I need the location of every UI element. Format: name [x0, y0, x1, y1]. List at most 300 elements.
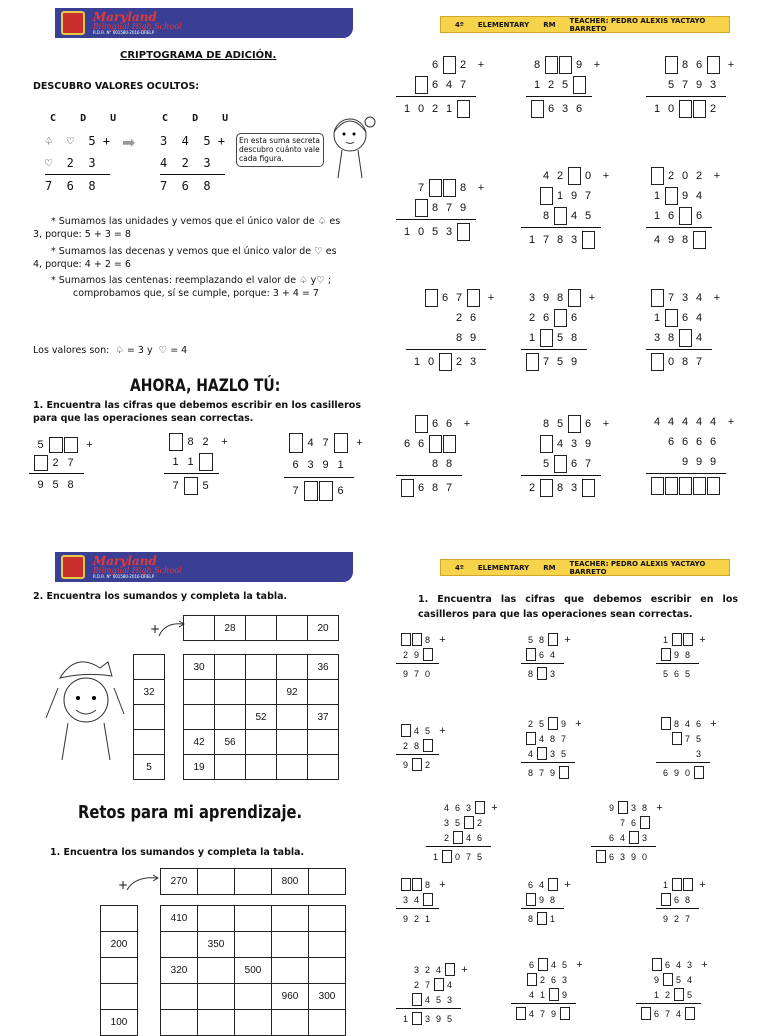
plus-sign: + [221, 436, 228, 448]
digit: 6 [476, 832, 482, 843]
table-cell[interactable] [215, 755, 246, 780]
digit: 0 [667, 356, 675, 368]
digit: 4 [443, 802, 449, 813]
table-cell[interactable] [235, 932, 272, 958]
plus-sign: + [575, 717, 582, 730]
digit-box[interactable] [559, 56, 572, 74]
table-cell[interactable] [246, 730, 277, 755]
table-cell[interactable] [246, 616, 277, 641]
digit-box[interactable] [423, 739, 433, 752]
digit-box[interactable] [652, 958, 662, 971]
digit-box[interactable] [672, 633, 682, 646]
table-cell: 32 [134, 680, 165, 705]
digit-box[interactable] [457, 223, 470, 241]
digit-box[interactable] [434, 978, 444, 991]
digit-box[interactable] [693, 231, 706, 249]
digit-box[interactable] [568, 289, 581, 307]
digit-box[interactable] [538, 958, 548, 971]
spade-icon: ♤ [299, 275, 308, 287]
digit-box[interactable] [457, 100, 470, 118]
digit-box[interactable] [683, 878, 693, 891]
digit-box[interactable] [439, 353, 452, 371]
digit-box[interactable] [618, 801, 628, 814]
digit-box[interactable] [527, 973, 537, 986]
sum-line [521, 227, 601, 228]
school-crest-icon [61, 11, 85, 35]
plus-sign: + [439, 724, 446, 737]
digit: 9 [630, 851, 636, 862]
digit: 5 [556, 332, 564, 344]
digit: 6 [575, 103, 583, 115]
speech-bubble: En esta suma secreta descubro cuánto vale cada figura. [236, 133, 324, 167]
sum-line [164, 473, 219, 474]
digit-box[interactable] [184, 477, 198, 495]
table-cell[interactable] [198, 984, 235, 1010]
table-cell[interactable] [235, 1010, 272, 1036]
digit: 4 [528, 989, 534, 1000]
table-cell[interactable] [308, 680, 339, 705]
digit-box[interactable] [415, 199, 428, 217]
table-cell[interactable] [309, 932, 346, 958]
table-cell[interactable] [309, 906, 346, 932]
digit-box[interactable] [412, 878, 422, 891]
digit-box[interactable] [665, 309, 678, 327]
digit-box[interactable] [537, 747, 547, 760]
table-cell[interactable] [184, 705, 215, 730]
digit-box[interactable] [467, 289, 480, 307]
digit-box[interactable] [679, 329, 692, 347]
digit-box[interactable] [49, 437, 63, 453]
digit-box[interactable] [64, 437, 78, 453]
plus-sign: + [656, 801, 663, 814]
digit: 9 [695, 456, 703, 468]
digit-box[interactable] [548, 878, 558, 891]
sum-line [511, 1003, 576, 1004]
digit: 2 [424, 964, 430, 975]
digit-box[interactable] [169, 433, 183, 451]
table-cell[interactable] [161, 1010, 198, 1036]
digit-box[interactable] [304, 481, 318, 501]
digit: 6 [667, 210, 675, 222]
digit-box[interactable] [34, 455, 48, 471]
digit: 8 [681, 356, 689, 368]
table-cell[interactable] [272, 1010, 309, 1036]
digit: 5 [446, 1013, 452, 1024]
digit: 3 [445, 226, 453, 238]
digit-box[interactable] [679, 100, 692, 118]
digit: 3 [443, 817, 449, 828]
digit: 6 [528, 959, 534, 970]
digit: 6 [681, 312, 689, 324]
spade-icon: ♤ [115, 345, 124, 356]
values-line: Los valores son: ♤ = 3 y ♡ = 4 [33, 345, 188, 356]
digit: 1 [445, 103, 453, 115]
digit-box[interactable] [554, 455, 567, 473]
digit: 7 [681, 79, 689, 91]
digit-box[interactable] [554, 309, 567, 327]
sum-line [521, 762, 575, 763]
girl-illustration-icon [320, 100, 380, 180]
digit: 2 [431, 103, 439, 115]
table-cell[interactable] [277, 730, 308, 755]
explanation: * Sumamos las unidades y vemos que el único valor de ♤ es 3, porque: 5 + 3 = 8 * Sumamos las decenas y vemos que el único valor de ♡ es 4, porque: 4 + 2 = 6 * Sumamos las centenas: reemplazando el valor de ♤ y♡ ; comprobamos que, sí se cumple, porque: 3 + 4 = 7 [33, 216, 341, 300]
digit-box[interactable] [537, 912, 547, 925]
table-cell[interactable] [309, 958, 346, 984]
digit: 2 [528, 312, 536, 324]
digit: 7 [667, 292, 675, 304]
sum-line [396, 1008, 461, 1009]
digit-box[interactable] [641, 1007, 651, 1020]
digit: 2 [424, 759, 430, 770]
digit: 4 [695, 332, 703, 344]
digit: 9 [469, 332, 477, 344]
school-banner-2 [55, 552, 353, 582]
digit-box[interactable] [540, 479, 553, 497]
digit: 4 [307, 437, 314, 449]
table-cell: 410 [161, 906, 198, 932]
digit-box[interactable] [401, 633, 411, 646]
digit: 1 [432, 851, 438, 862]
digit-box[interactable] [415, 415, 428, 433]
digit: 8 [431, 202, 439, 214]
table-cell: 42 [184, 730, 215, 755]
digit: 9 [570, 356, 578, 368]
digit-box[interactable] [429, 435, 442, 453]
table-cell[interactable] [308, 755, 339, 780]
digit: 9 [542, 292, 550, 304]
digit-box[interactable] [663, 973, 673, 986]
table-cell[interactable] [101, 906, 138, 932]
digit: 9 [560, 718, 566, 729]
digit: 6 [695, 210, 703, 222]
heart-icon: ♡ [316, 275, 325, 287]
digit: 7 [560, 733, 566, 744]
digit: 1 [662, 634, 668, 645]
digit-box[interactable] [289, 433, 303, 453]
sum-line [396, 908, 439, 909]
digit-box[interactable] [453, 831, 463, 844]
digit: 7 [322, 437, 329, 449]
digit: 3 [549, 748, 555, 759]
school-banner [55, 8, 353, 38]
table-cell[interactable] [309, 869, 346, 895]
digit: 2 [476, 817, 482, 828]
digit-box[interactable] [651, 289, 664, 307]
table-cell[interactable] [235, 906, 272, 932]
digit-box[interactable] [334, 433, 348, 453]
digit: 9 [667, 234, 675, 246]
digit-box[interactable] [573, 76, 586, 94]
digit: 5 [37, 439, 44, 451]
digit-box[interactable] [443, 56, 456, 74]
digit: 7 [584, 458, 592, 470]
digit-box[interactable] [560, 1007, 570, 1020]
digit: 8 [667, 332, 675, 344]
digit-box[interactable] [401, 724, 411, 737]
table-cell[interactable] [246, 655, 277, 680]
digit: 8 [527, 913, 533, 924]
digit-box[interactable] [516, 1007, 526, 1020]
table-cell[interactable] [246, 680, 277, 705]
digit: 4 [538, 879, 544, 890]
table-cell[interactable] [134, 705, 165, 730]
table-cell[interactable] [198, 869, 235, 895]
digit: 2 [673, 913, 679, 924]
sum-line [426, 846, 491, 847]
digit: 3 [413, 964, 419, 975]
digit-box[interactable] [694, 766, 704, 779]
table-cell[interactable] [246, 755, 277, 780]
table-cell[interactable] [215, 655, 246, 680]
digit: 8 [542, 418, 550, 430]
digit: 8 [570, 332, 578, 344]
digit: 2 [455, 356, 463, 368]
digit: 6 [662, 767, 668, 778]
table-cell: 52 [246, 705, 277, 730]
digit: 1 [653, 210, 661, 222]
digit-box[interactable] [568, 167, 581, 185]
digit-box[interactable] [540, 187, 553, 205]
table-cell[interactable] [272, 932, 309, 958]
digit-box[interactable] [540, 329, 553, 347]
digit: 8 [556, 292, 564, 304]
digit-box[interactable] [596, 850, 606, 863]
digit-box[interactable] [526, 353, 539, 371]
table-cell[interactable] [277, 705, 308, 730]
digit: 2 [664, 989, 670, 1000]
digit-box[interactable] [661, 717, 671, 730]
spade-icon: ♤ [45, 134, 53, 148]
digit-box[interactable] [443, 179, 456, 197]
spade-icon: ♤ [317, 216, 327, 227]
table-cell[interactable] [198, 958, 235, 984]
digit-box[interactable] [674, 988, 684, 1001]
digit: 5 [561, 79, 569, 91]
digit-box[interactable] [464, 816, 474, 829]
digit-box[interactable] [412, 993, 422, 1006]
table-cell[interactable] [134, 655, 165, 680]
digit-box[interactable] [568, 415, 581, 433]
digit-box[interactable] [651, 167, 664, 185]
digit-box[interactable] [582, 231, 595, 249]
digit-box[interactable] [412, 633, 422, 646]
table-cell[interactable] [134, 730, 165, 755]
digit: 6 [584, 418, 592, 430]
digit-box[interactable] [548, 717, 558, 730]
sum-line [646, 473, 726, 474]
sum-line [396, 663, 439, 664]
digit: 0 [417, 226, 425, 238]
digit-box[interactable] [319, 481, 333, 501]
digit-box[interactable] [661, 893, 671, 906]
digit-box[interactable] [412, 1012, 422, 1025]
sum-line [521, 908, 564, 909]
sum-line [526, 96, 592, 97]
digit-box[interactable] [629, 831, 639, 844]
table-cell: 300 [309, 984, 346, 1010]
digit: 0 [667, 103, 675, 115]
digit-box[interactable] [672, 878, 682, 891]
digit: 2 [443, 832, 449, 843]
digit-box[interactable] [559, 766, 569, 779]
sum-line [521, 663, 564, 664]
digit-box[interactable] [679, 207, 692, 225]
table-cell[interactable] [277, 755, 308, 780]
digit: 2 [402, 649, 408, 660]
table-cell[interactable] [101, 984, 138, 1010]
digit-box[interactable] [665, 56, 678, 74]
digit-box[interactable] [665, 187, 678, 205]
digit: 4 [413, 725, 419, 736]
digit: 8 [431, 482, 439, 494]
digit: 4 [538, 733, 544, 744]
digit: 5 [431, 226, 439, 238]
table-cell[interactable] [184, 616, 215, 641]
digit: 3 [561, 974, 567, 985]
table1-top-row [183, 615, 339, 641]
digit: 6 [547, 103, 555, 115]
digit: 6 [667, 436, 675, 448]
digit: 3 [307, 459, 314, 471]
digit-box[interactable] [415, 76, 428, 94]
digit: 6 [403, 438, 411, 450]
table-cell[interactable] [308, 730, 339, 755]
digit: 9 [402, 668, 408, 679]
digit-box[interactable] [651, 477, 664, 495]
digit: 5 [454, 817, 460, 828]
digit: 3 [641, 832, 647, 843]
digit-box[interactable] [582, 479, 595, 497]
header-grade: 4º [455, 20, 464, 29]
sum-line [636, 1003, 701, 1004]
digit: 9 [435, 1013, 441, 1024]
digit: 1 [653, 103, 661, 115]
digit: 3 [695, 748, 701, 759]
plus-sign: + [477, 59, 485, 71]
digit-box[interactable] [707, 56, 720, 74]
digit: 9 [549, 767, 555, 778]
digit-box[interactable] [531, 100, 544, 118]
digit-box[interactable] [665, 477, 678, 495]
digit: 5 [667, 79, 675, 91]
digit-box[interactable] [545, 56, 558, 74]
digit-box[interactable] [548, 633, 558, 646]
plus-sign: + [699, 878, 706, 891]
digit-box[interactable] [429, 179, 442, 197]
cdu-header-left: C D U [50, 113, 117, 124]
digit-box[interactable] [693, 477, 706, 495]
table-cell[interactable] [235, 984, 272, 1010]
digit-box[interactable] [425, 289, 438, 307]
digit-box[interactable] [672, 732, 682, 745]
table-cell[interactable] [198, 906, 235, 932]
digit-box[interactable] [683, 633, 693, 646]
digit-box[interactable] [651, 353, 664, 371]
digit: 3 [570, 438, 578, 450]
digit: 9 [681, 456, 689, 468]
digit-box[interactable] [537, 667, 547, 680]
digit: 9 [402, 759, 408, 770]
digit-box[interactable] [549, 988, 559, 1001]
table-cell[interactable] [215, 680, 246, 705]
plus-sign: + [593, 59, 601, 71]
digit-box[interactable] [443, 435, 456, 453]
digit-box[interactable] [526, 732, 536, 745]
digit-box[interactable] [445, 963, 455, 976]
digit-box[interactable] [526, 648, 536, 661]
digit-box[interactable] [540, 435, 553, 453]
table-cell[interactable] [101, 958, 138, 984]
sum-line [591, 846, 656, 847]
digit-box[interactable] [679, 477, 692, 495]
digit-box[interactable] [423, 893, 433, 906]
table-cell[interactable] [215, 705, 246, 730]
digit: 6 [542, 312, 550, 324]
digit-box[interactable] [412, 758, 422, 771]
digit-box[interactable] [401, 479, 414, 497]
digit-box[interactable] [526, 893, 536, 906]
ahora-heading: AHORA, HAZLO TÚ: [130, 376, 281, 396]
digit-box[interactable] [475, 801, 485, 814]
digit: 0 [641, 851, 647, 862]
digit: 3 [402, 894, 408, 905]
digit-box[interactable] [707, 477, 720, 495]
table-cell[interactable] [198, 1010, 235, 1036]
digit-box[interactable] [554, 207, 567, 225]
digit-box[interactable] [199, 453, 213, 471]
table-cell[interactable] [309, 1010, 346, 1036]
table-cell[interactable] [161, 932, 198, 958]
sum-line [396, 754, 439, 755]
table-cell[interactable] [272, 906, 309, 932]
digit: 6 [608, 851, 614, 862]
plus-sign: + [713, 292, 721, 304]
digit: 8 [455, 332, 463, 344]
plus-sign: + [564, 633, 571, 646]
digit: 0 [454, 851, 460, 862]
digit-box[interactable] [685, 1007, 695, 1020]
table-cell[interactable] [184, 680, 215, 705]
table-row [161, 984, 346, 1010]
digit-box[interactable] [693, 100, 706, 118]
digit-box[interactable] [401, 878, 411, 891]
plus-sign: + [491, 801, 498, 814]
digit: 6 [431, 79, 439, 91]
digit: 5 [202, 480, 209, 492]
table-cell: 20 [308, 616, 339, 641]
table-row [184, 680, 339, 705]
digit: 3 [469, 356, 477, 368]
digit-box[interactable] [423, 648, 433, 661]
table-cell[interactable] [161, 984, 198, 1010]
table-cell[interactable] [277, 616, 308, 641]
digit: 4 [445, 79, 453, 91]
digit-box[interactable] [661, 648, 671, 661]
digit: 4 [446, 979, 452, 990]
table-cell: 36 [308, 655, 339, 680]
digit: 6 [695, 59, 703, 71]
heart-icon: ♡ [158, 345, 168, 356]
digit-box[interactable] [640, 816, 650, 829]
digit: 7 [684, 913, 690, 924]
table-cell[interactable] [235, 869, 272, 895]
digit: 2 [402, 740, 408, 751]
digit-box[interactable] [442, 850, 452, 863]
table-cell[interactable] [272, 958, 309, 984]
digit: 6 [653, 1008, 659, 1019]
table-cell[interactable] [277, 655, 308, 680]
sum-line [521, 475, 601, 476]
